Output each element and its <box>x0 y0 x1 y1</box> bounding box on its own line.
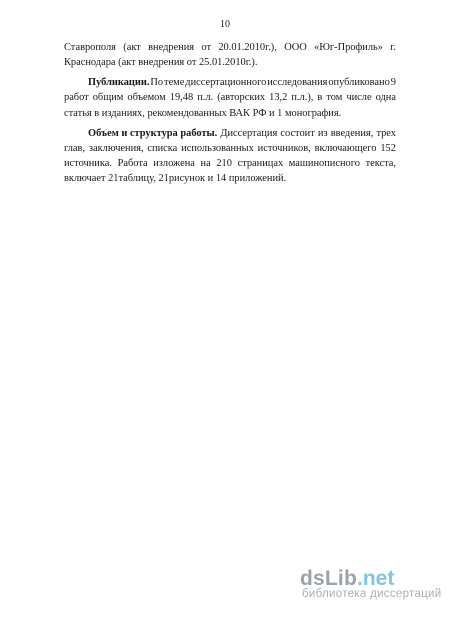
word: на <box>200 158 211 170</box>
word: том <box>326 92 343 104</box>
word: состоит <box>280 127 315 139</box>
word: страницах <box>237 158 284 170</box>
word: использованных <box>181 142 254 154</box>
paragraph-1-line-2: Краснодара (акт внедрения от 25.01.2010г.). <box>64 57 258 69</box>
word: «Юг-Профиль» <box>314 42 383 53</box>
word: из <box>317 127 328 139</box>
word: в <box>317 92 323 104</box>
word: объемом <box>127 92 166 104</box>
word: от <box>201 42 212 53</box>
word: общим <box>92 92 124 104</box>
word: 210 <box>216 158 232 170</box>
word: работ <box>64 92 89 104</box>
paragraph-3-line-3 <box>64 156 396 171</box>
word: источников, <box>257 142 311 154</box>
paragraph-3-line-2 <box>64 141 396 156</box>
word: п.л. <box>197 92 214 104</box>
paragraph-1-line-1 <box>64 40 396 55</box>
paragraph-2-line-1 <box>64 75 396 90</box>
paragraph-2-line-3: статья в изданиях, рекомендованных ВАК РФ и 1 монография. <box>64 107 342 119</box>
word: опубликовано <box>328 77 390 89</box>
word: ООО <box>284 42 307 53</box>
word: числе <box>346 92 372 104</box>
word: диссертационного <box>185 77 267 89</box>
word: одна <box>375 92 396 104</box>
word: введения, <box>330 127 374 139</box>
word: заключения, <box>88 142 144 154</box>
watermark-brand-tld: .net <box>357 567 395 590</box>
word: (авторских <box>217 92 266 104</box>
word: машинописного <box>288 158 360 170</box>
word: Диссертация <box>220 127 278 139</box>
word: глав, <box>64 142 86 154</box>
word: теме <box>164 77 185 89</box>
word: г. <box>390 42 396 53</box>
word: внедрения <box>148 42 195 53</box>
page-number: 10 <box>220 19 230 30</box>
section-heading-structure: Объем и структура работы. <box>88 127 218 139</box>
word: 152 <box>380 142 396 154</box>
section-heading-publications: Публикации. <box>88 77 150 89</box>
word: списка <box>147 142 178 154</box>
paragraph-3-line-4: включает 21таблицу, 21рисунок и 14 приложений. <box>64 173 287 185</box>
paragraph-3-line-1 <box>64 126 396 141</box>
word: включающего <box>314 142 377 154</box>
watermark-subtitle: библиотека диссертаций <box>302 588 442 600</box>
watermark-brand-name: dsLib <box>300 567 357 590</box>
word: изложена <box>153 158 195 170</box>
word: трех <box>376 127 396 139</box>
document-body <box>64 40 396 186</box>
word: источника. <box>64 158 112 170</box>
paragraph-2-line-2 <box>64 90 396 105</box>
word: (акт <box>123 42 141 53</box>
word: Ставрополя <box>64 42 116 53</box>
word: 20.01.2010г.), <box>218 42 277 53</box>
word: 9 <box>390 77 396 89</box>
word: Работа <box>117 158 148 170</box>
word: п.л.), <box>291 92 314 104</box>
dslib-watermark-logo <box>300 567 450 600</box>
word: исследования <box>267 77 328 89</box>
word: 13,2 <box>269 92 288 104</box>
word: 19,48 <box>169 92 194 104</box>
word: текста, <box>365 158 396 170</box>
word: По <box>150 77 164 89</box>
